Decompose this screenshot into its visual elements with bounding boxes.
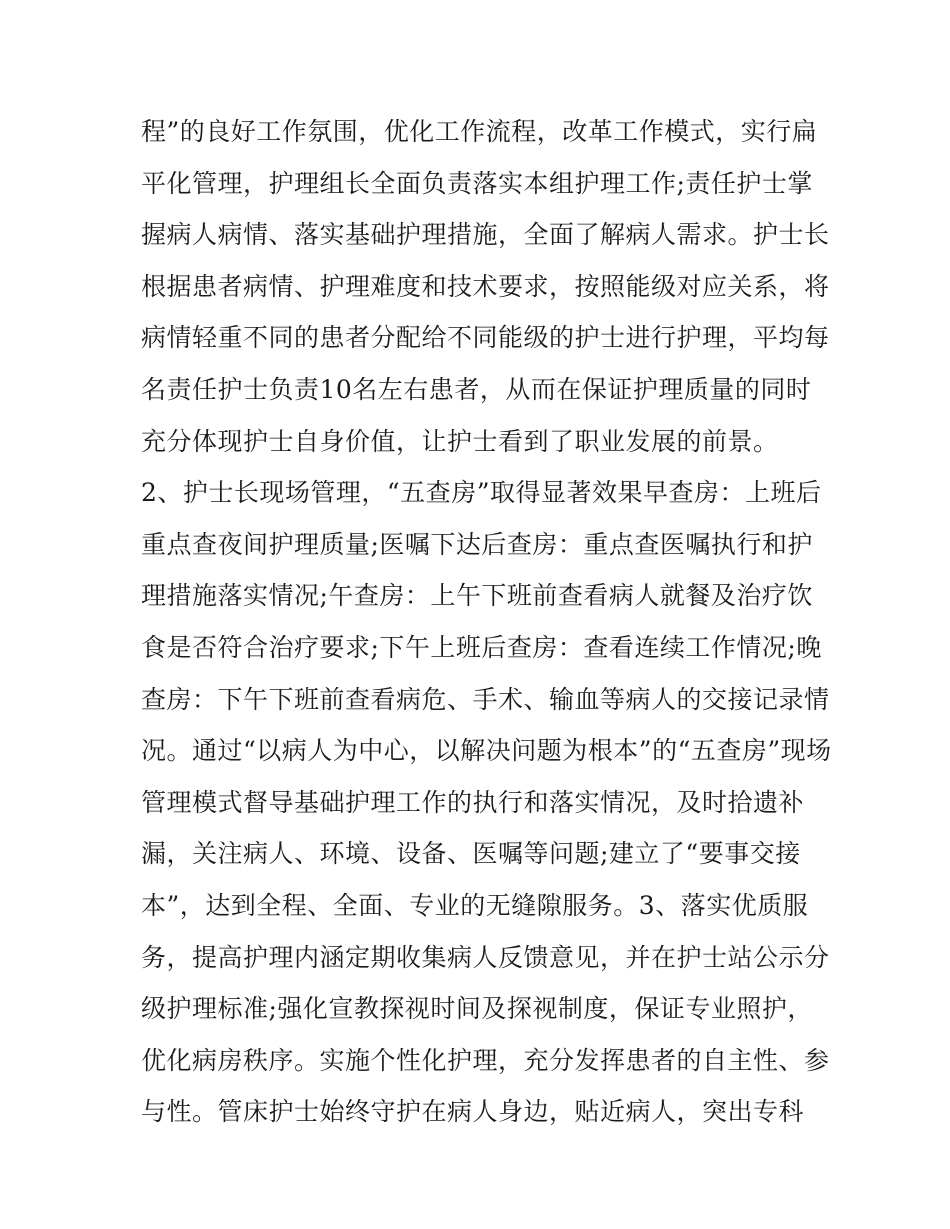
text-line: 平化管理，护理组长全面负责落实本组护理工作;责任护士掌	[141, 168, 813, 198]
text-line: 根据患者病情、护理难度和技术要求，按照能级对应关系，将	[141, 271, 830, 301]
text-line: 管理模式督导基础护理工作的执行和落实情况，及时拾遗补	[141, 787, 805, 817]
text-line: 食是否符合治疗要求;下午上班后查房：查看连续工作情况;晚	[141, 632, 822, 662]
text-line: 2、护士长现场管理，“五查房”取得显著效果早查房：上班后	[141, 478, 822, 508]
text-line: 级护理标准;强化宣教探视时间及探视制度，保证专业照护，	[141, 994, 813, 1024]
body-text	[141, 106, 841, 1138]
text-line: 重点查夜间护理质量;医嘱下达后查房：重点查医嘱执行和护	[141, 529, 813, 559]
text-line: 务，提高护理内涵定期收集病人反馈意见，并在护士站公示分	[141, 942, 830, 972]
text-line: 充分体现护士自身价值，让护士看到了职业发展的前景。	[141, 426, 779, 456]
text-line: 理措施落实情况;午查房：上午下班前查看病人就餐及治疗饮	[141, 581, 813, 611]
text-line: 病情轻重不同的患者分配给不同能级的护士进行护理，平均每	[141, 323, 830, 353]
text-line: 况。通过“以病人为中心，以解决问题为根本”的“五查房”现场	[141, 736, 832, 766]
text-line: 程”的良好工作氛围，优化工作流程，改革工作模式，实行扁	[141, 117, 818, 146]
text-line: 握病人病情、落实基础护理措施，全面了解病人需求。护士长	[141, 220, 830, 250]
text-line: 优化病房秩序。实施个性化护理，充分发挥患者的自主性、参	[141, 1045, 830, 1075]
text-line: 本”，达到全程、全面、专业的无缝隙服务。3、落实优质服	[141, 890, 809, 920]
text-line: 名责任护士负责10名左右患者，从而在保证护理质量的同时	[141, 374, 812, 404]
text-line: 漏，关注病人、环境、设备、医嘱等问题;建立了“要事交接	[141, 839, 801, 869]
text-line: 查房：下午下班前查看病危、手术、输血等病人的交接记录情	[141, 684, 830, 714]
text-line: 与性。管床护士始终守护在病人身边，贴近病人，突出专科	[141, 1097, 805, 1127]
